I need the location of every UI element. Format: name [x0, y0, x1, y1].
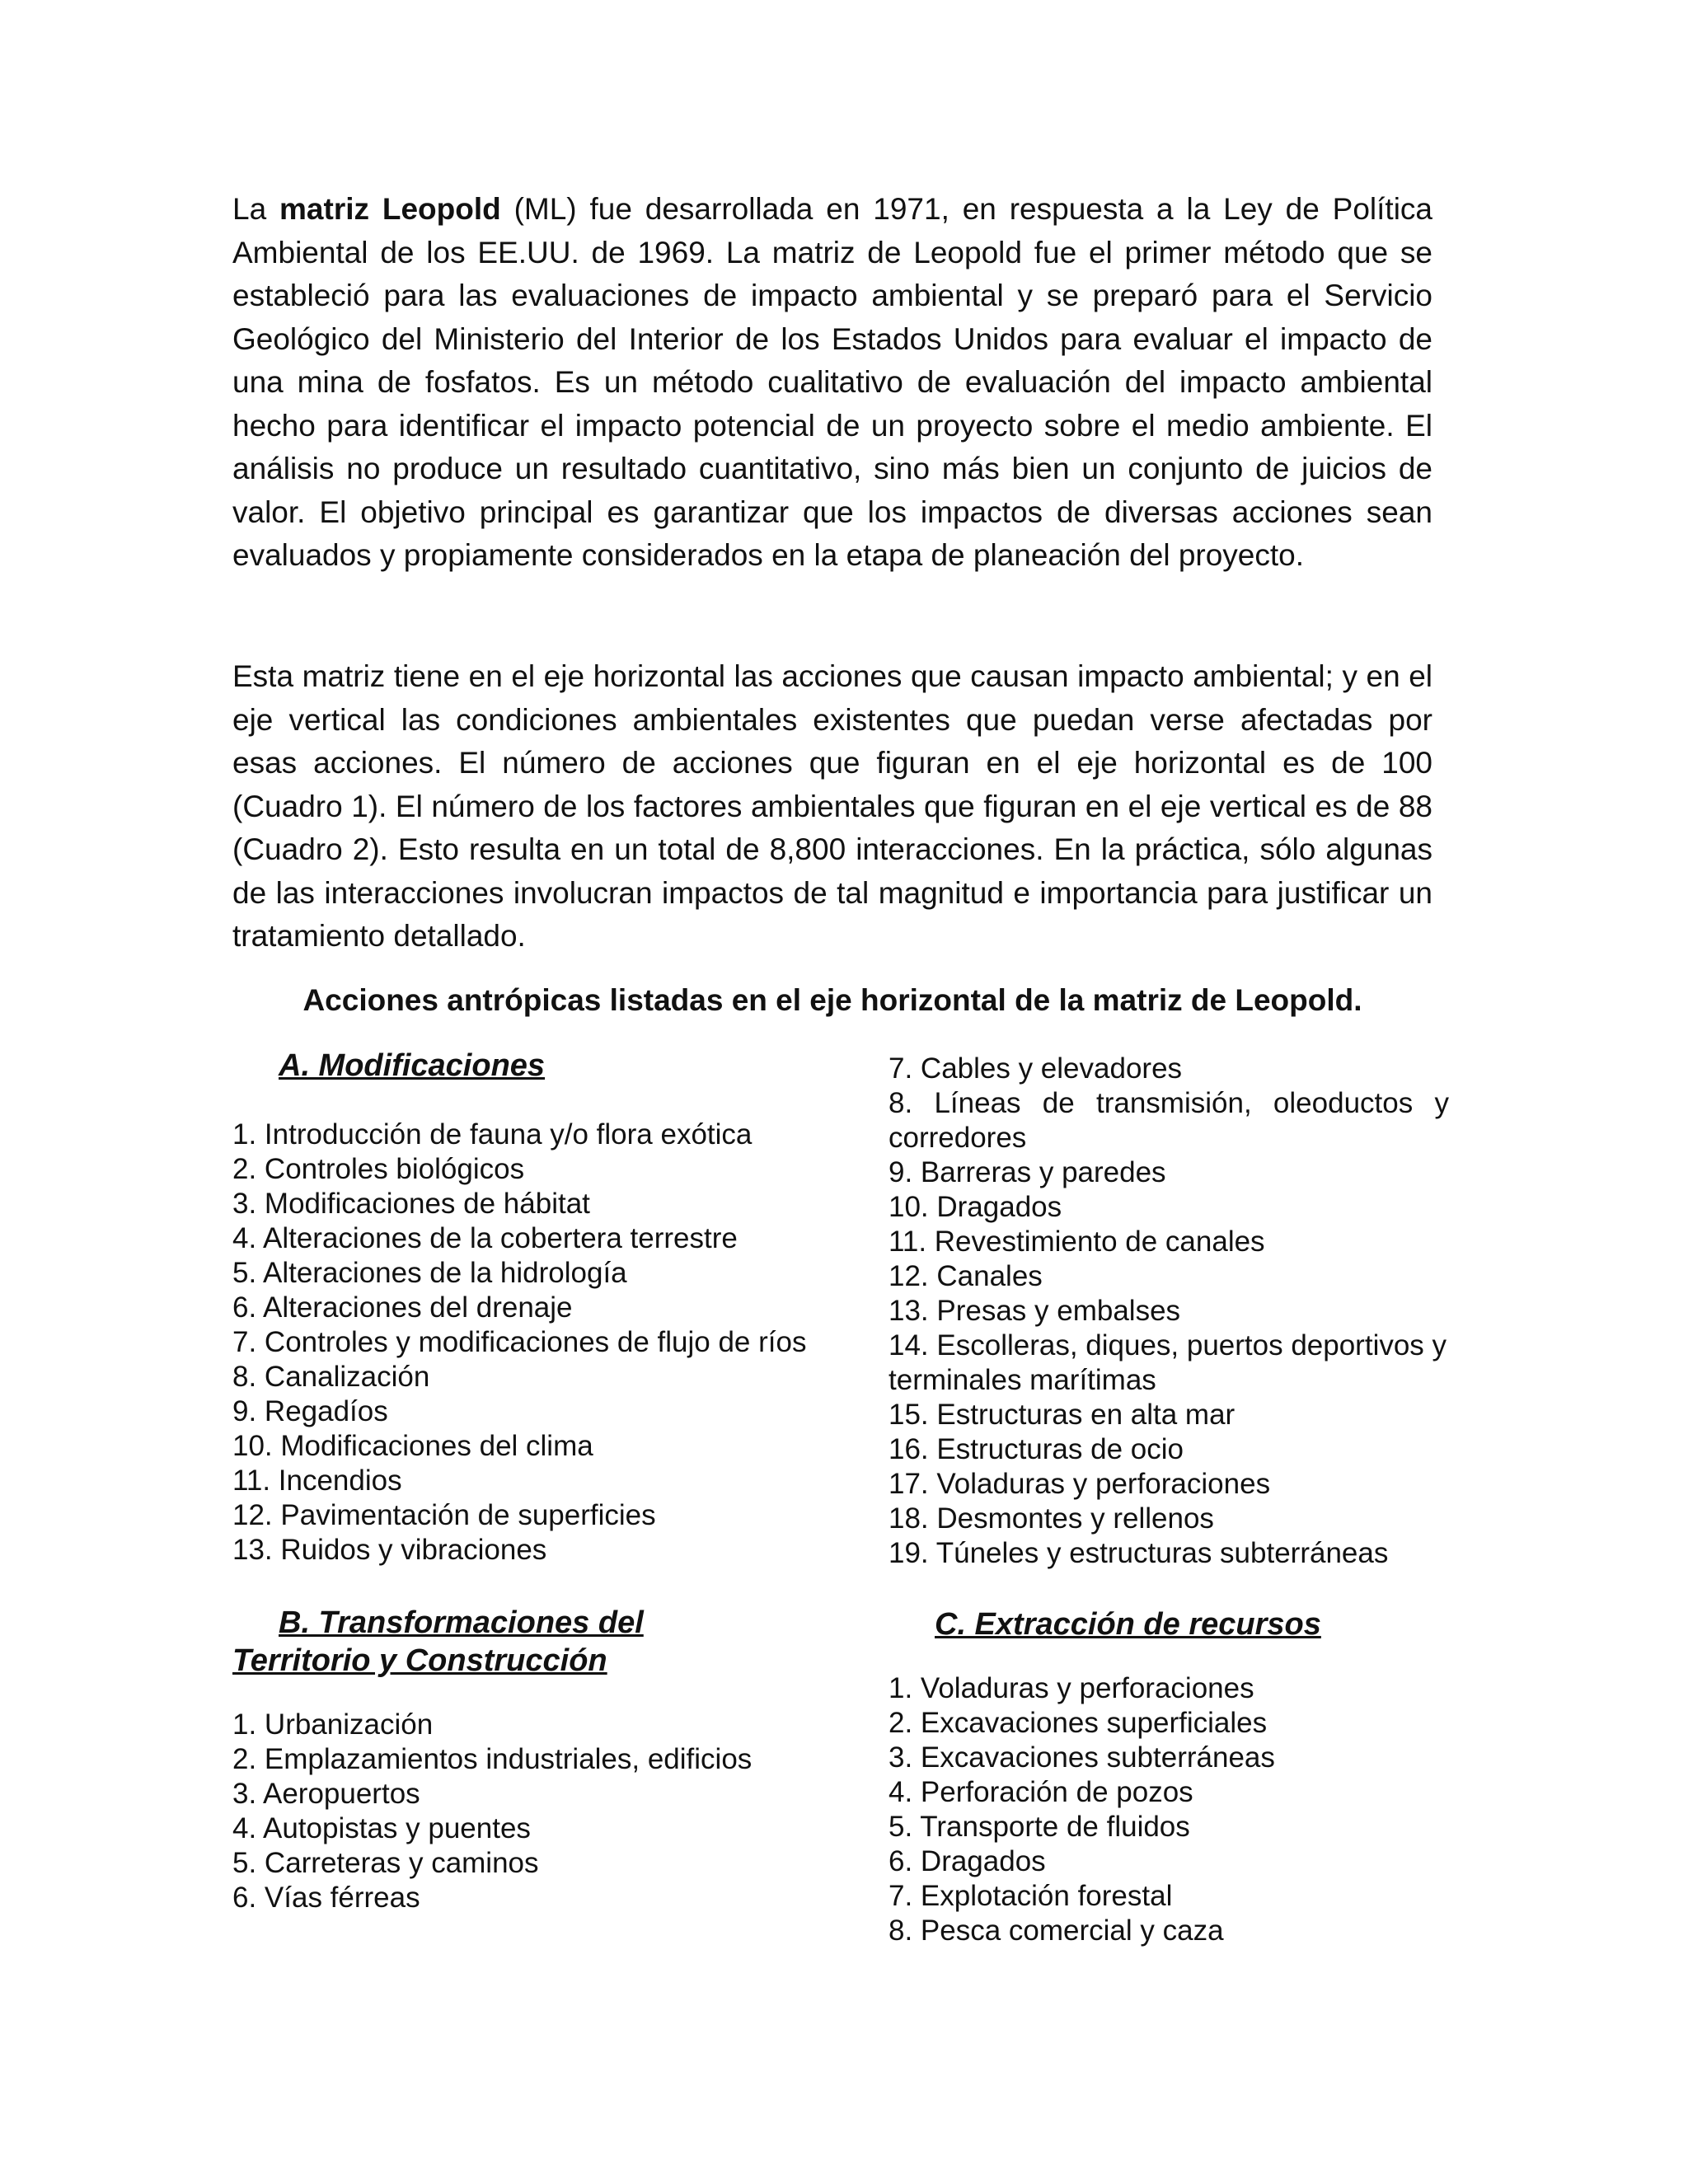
intro-rest: (ML) fue desarrollada en 1971, en respuesta a la Ley de Política Ambiental de los EE.UU. de 1969. La matriz de Leopold fue el primer método que se estableció para las evaluaciones de impacto ambiental y se preparó para el Servicio Geológico del Ministerio del Interior de los Estados Unidos para evaluar el impacto de una mina de fosfatos. Es un método cualitativo de evaluación del impacto ambiental hecho para identificar el impacto potencial de un proyecto sobre el medio ambiente. El análisis no produce un resultado cuantitativo, sino más bien un conjunto de juicios de valor. El objetivo principal es garantizar que los impactos de diversas acciones sean evaluados y propiamente considerados en la etapa de planeación del proyecto. — [232, 192, 1433, 572]
list-item: 4. Autopistas y puentes — [232, 1812, 531, 1844]
list-item: 13. Ruidos y vibraciones — [232, 1534, 547, 1566]
list-item: 11. Incendios — [232, 1465, 402, 1497]
list-item: 15. Estructuras en alta mar — [889, 1399, 1236, 1431]
list-item: 5. Carreteras y caminos — [232, 1847, 539, 1879]
section-b-list-part2 — [889, 1052, 1449, 1571]
list-item: 2. Excavaciones superficiales — [889, 1707, 1268, 1739]
list-item: 6. Vías férreas — [232, 1882, 420, 1914]
list-item: 3. Modificaciones de hábitat — [232, 1188, 590, 1220]
list-item: 4. Alteraciones de la cobertera terrestre — [232, 1222, 738, 1254]
right-column — [889, 1052, 1449, 1948]
section-c-list — [889, 1671, 1449, 1948]
list-item: 7. Cables y elevadores — [889, 1052, 1183, 1085]
intro-paragraph-1 — [232, 188, 1432, 578]
list-item: 7. Explotación forestal — [889, 1880, 1173, 1912]
list-item: 6. Dragados — [889, 1845, 1046, 1877]
list-item: 10. Dragados — [889, 1191, 1062, 1223]
section-a-heading: A. Modificaciones — [279, 1048, 546, 1083]
list-item: 8. Pesca comercial y caza — [889, 1915, 1224, 1947]
intro-paragraph-2: Esta matriz tiene en el eje horizontal las acciones que causan impacto ambiental; y en el eje vertical las condiciones ambientales existentes que puedan verse afectadas por esas acciones. El número de acciones que figuran en el eje horizontal es de 100 (Cuadro 1). El número de los factores ambientales que figuran en el eje vertical es de 88 (Cuadro 2). Esto resulta en un total de 8,800 interacciones. En la práctica, sólo algunas de las interacciones involucran impactos de tal magnitud e importancia para justificar un tratamiento detallado. — [232, 659, 1432, 953]
list-item: 17. Voladuras y perforaciones — [889, 1468, 1271, 1500]
list-item: 16. Estructuras de ocio — [889, 1433, 1184, 1465]
section-b-list-part1 — [232, 1708, 809, 1915]
list-item: 6. Alteraciones del drenaje — [232, 1291, 573, 1324]
list-item: 14. Escolleras, diques, puertos deportivos y terminales marítimas — [889, 1329, 1447, 1396]
section-b-heading-line2: Territorio y Construcción — [232, 1643, 607, 1678]
section-b-heading — [232, 1604, 809, 1680]
list-item: 1. Urbanización — [232, 1708, 434, 1741]
section-a-list — [232, 1118, 809, 1568]
list-item: 8. Líneas de transmisión, oleoductos y corredores — [889, 1087, 1449, 1154]
section-b-heading-line1: B. Transformaciones del — [279, 1605, 644, 1640]
list-item: 12. Pavimentación de superficies — [232, 1499, 656, 1531]
list-item: 1. Voladuras y perforaciones — [889, 1672, 1254, 1704]
list-item: 7. Controles y modificaciones de flujo de ríos — [232, 1326, 807, 1358]
list-item: 13. Presas y embalses — [889, 1295, 1181, 1327]
list-item: 4. Perforación de pozos — [889, 1776, 1193, 1808]
intro-lead: La — [232, 192, 280, 226]
list-item: 3. Excavaciones subterráneas — [889, 1741, 1275, 1774]
list-item: 12. Canales — [889, 1260, 1043, 1292]
list-item: 10. Modificaciones del clima — [232, 1430, 593, 1462]
list-item: 9. Regadíos — [232, 1395, 388, 1427]
list-item: 8. Canalización — [232, 1361, 430, 1393]
list-item: 9. Barreras y paredes — [889, 1156, 1166, 1188]
list-item: 5. Transporte de fluidos — [889, 1811, 1190, 1843]
list-item: 19. Túneles y estructuras subterráneas — [889, 1537, 1389, 1569]
list-item: 5. Alteraciones de la hidrología — [232, 1257, 627, 1289]
section-title: Acciones antrópicas listadas en el eje horizontal de la matriz de Leopold. — [302, 983, 1362, 1017]
section-c-heading: C. Extracción de recursos — [935, 1607, 1321, 1642]
list-item: 2. Emplazamientos industriales, edificios — [232, 1743, 753, 1775]
list-item: 11. Revestimiento de canales — [889, 1226, 1265, 1258]
list-item: 3. Aeropuertos — [232, 1778, 420, 1810]
list-item: 18. Desmontes y rellenos — [889, 1502, 1214, 1535]
list-item: 2. Controles biológicos — [232, 1153, 525, 1185]
intro-bold-term: matriz Leopold — [279, 192, 501, 226]
left-column — [232, 1047, 809, 1915]
list-item: 1. Introducción de fauna y/o flora exótica — [232, 1118, 753, 1151]
